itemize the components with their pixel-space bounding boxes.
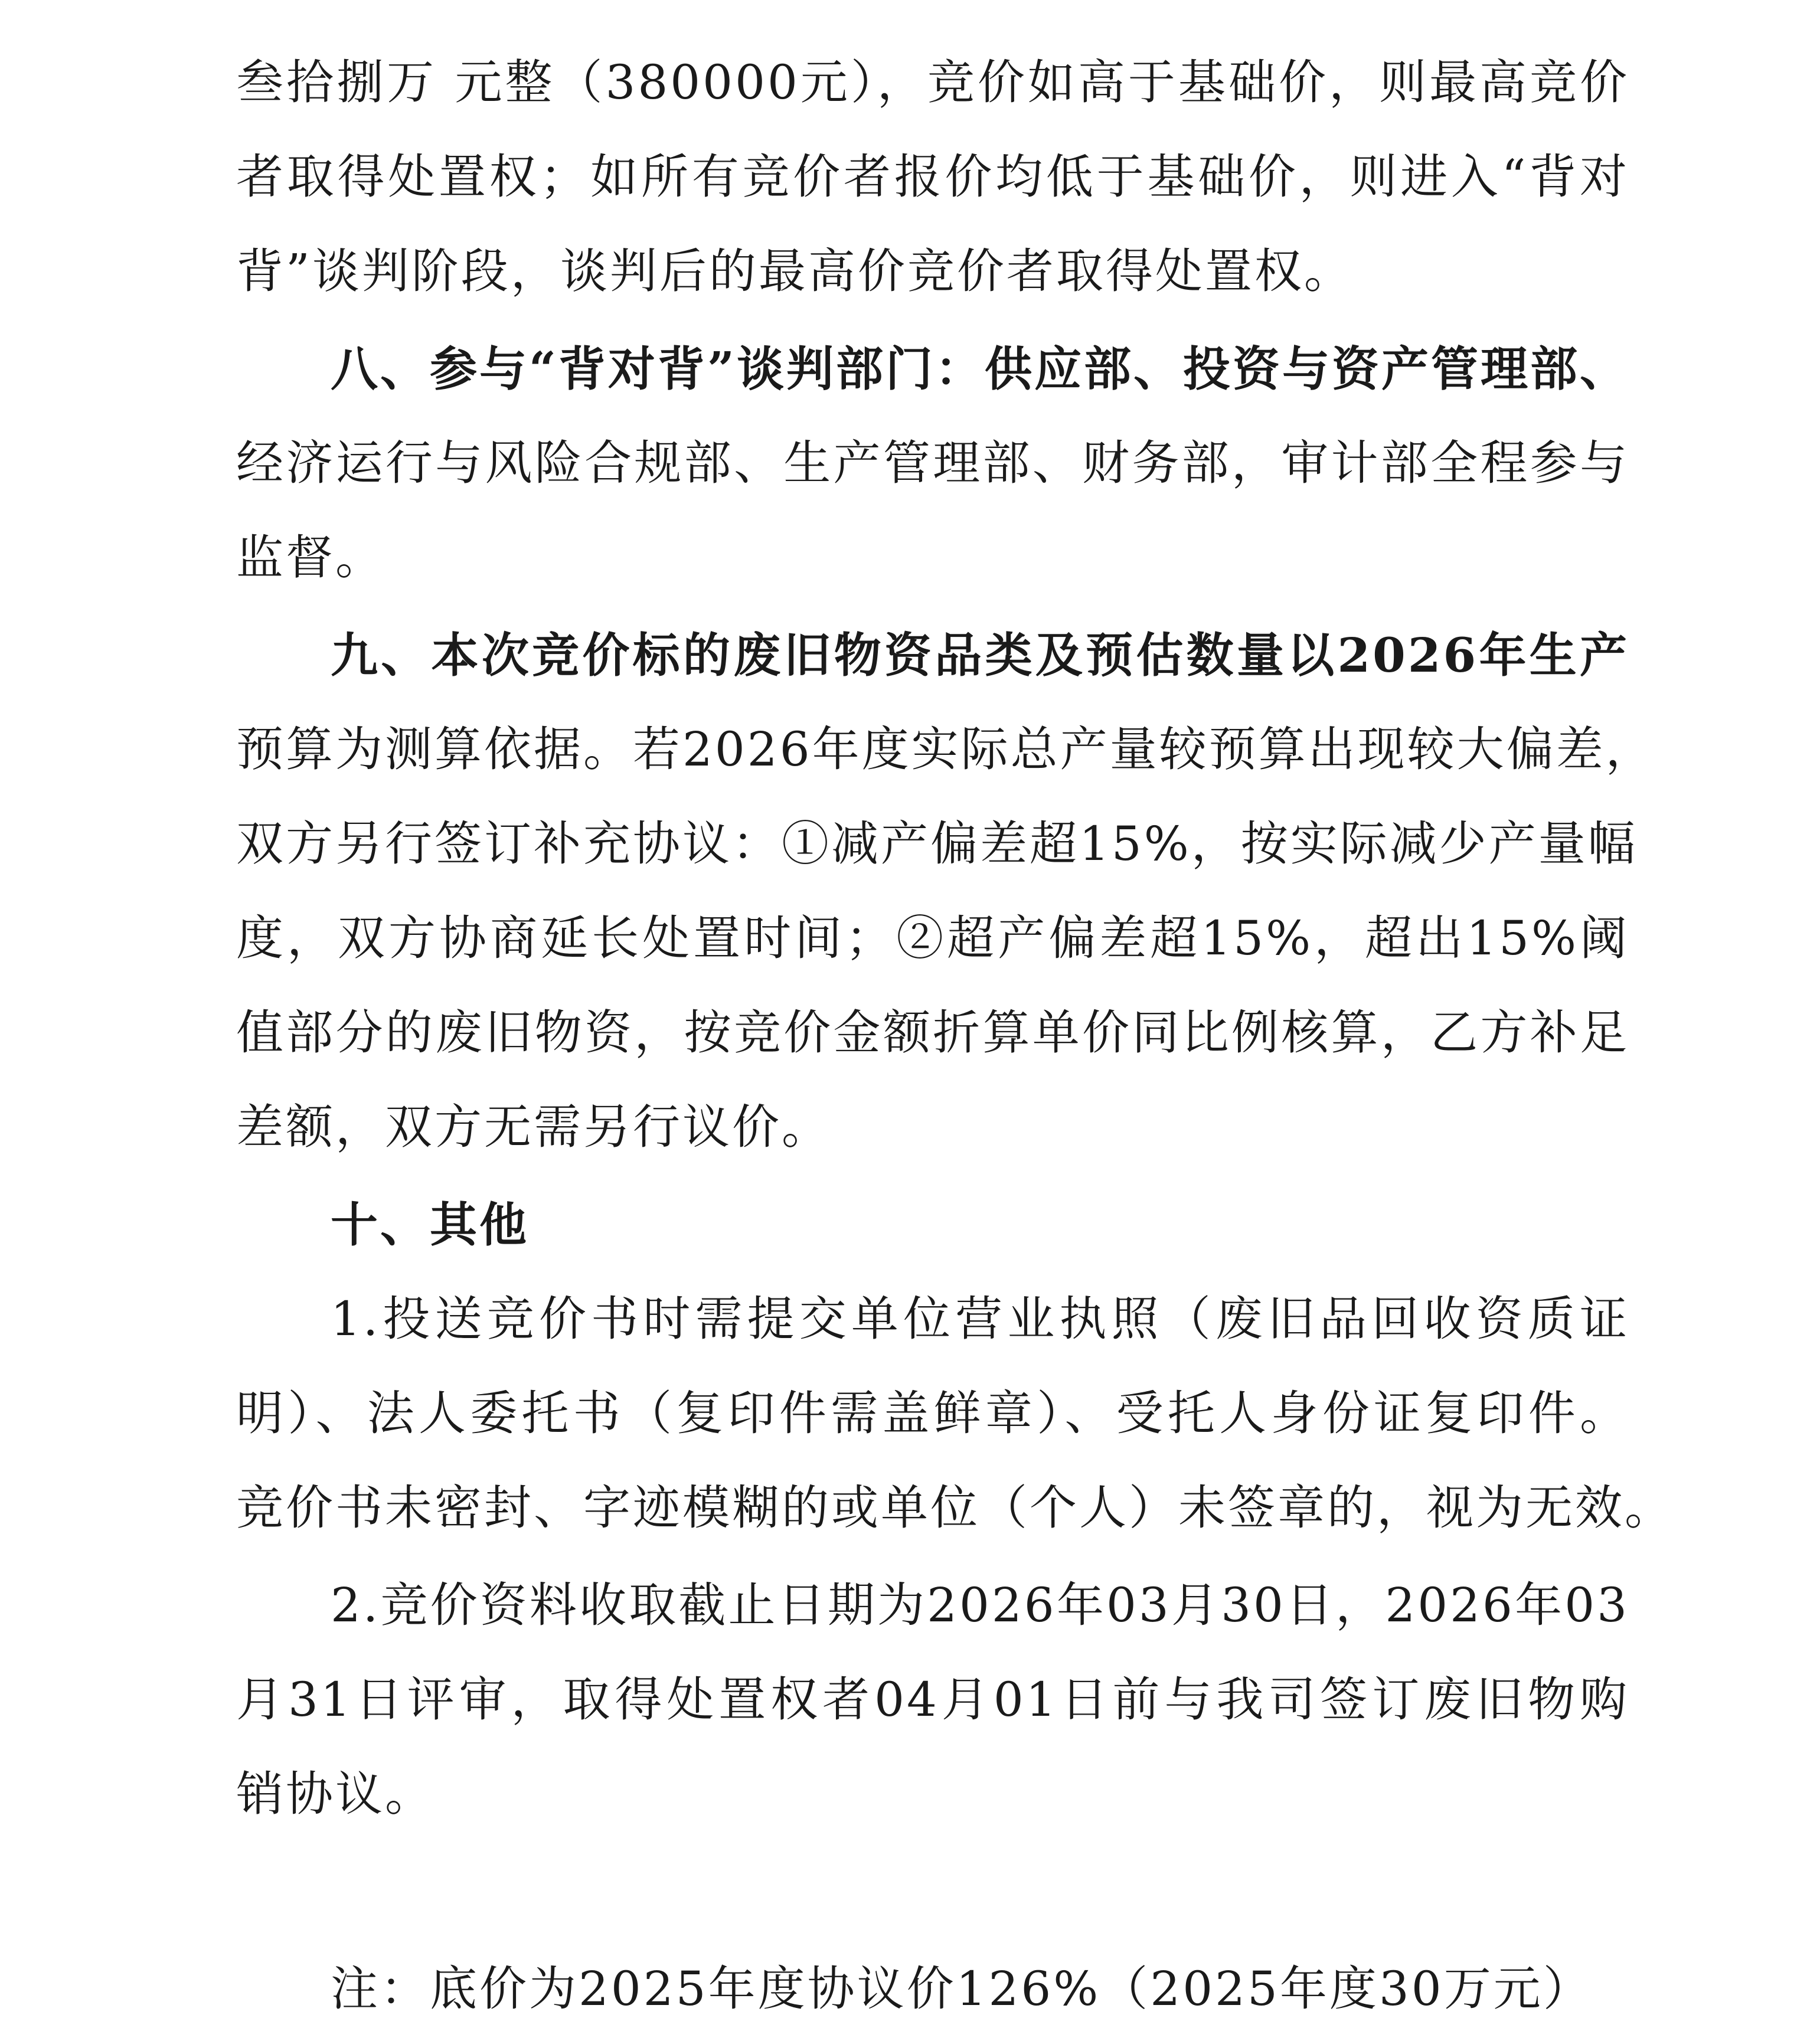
text-line: 竞价书未密封、字迹模糊的或单位（个人）未签章的，视为无效。	[236, 1480, 1674, 1535]
text-line: 预算为测算依据。若2026年度实际总产量较预算出现较大偏差，	[236, 722, 1655, 777]
text-line: 月31日评审，取得处置权者04月01日前与我司签订废旧物购	[236, 1672, 1629, 1727]
text-line: 者取得处置权；如所有竞价者报价均低于基础价，则进入“背对	[236, 149, 1629, 204]
section-9-heading-line: 九、本次竞价标的废旧物资品类及预估数量以2026年生产	[331, 627, 1629, 683]
footnote: 注：底价为2025年度协议价126%（2025年度30万元）	[331, 1961, 1593, 2016]
text-line: 销协议。	[236, 1767, 434, 1821]
text-line: 1.投送竞价书时需提交单位营业执照（废旧品回收资质证	[331, 1291, 1629, 1346]
text-line: 值部分的废旧物资，按竞价金额折算单价同比例核算，乙方补足	[236, 1005, 1629, 1060]
text-line: 明）、法人委托书（复印件需盖鲜章）、受托人身份证复印件。	[236, 1386, 1629, 1441]
section-8-heading-line: 八、参与“背对背”谈判部门：供应部、投资与资产管理部、	[331, 341, 1630, 397]
text-line: 双方另行签订补充协议：①减产偏差超15%，按实际减少产量幅	[236, 816, 1638, 871]
text-line: 差额，双方无需另行议价。	[236, 1100, 831, 1154]
text-line: 经济运行与风险合规部、生产管理部、财务部，审计部全程参与	[236, 436, 1629, 490]
text-line: 叁拾捌万 元整（380000元），竞价如高于基础价，则最高竞价	[236, 55, 1629, 110]
text-line: 背”谈判阶段，谈判后的最高价竞价者取得处置权。	[236, 244, 1354, 299]
text-line: 度，双方协商延长处置时间；②超产偏差超15%，超出15%阈	[236, 911, 1629, 966]
text-line: 监督。	[236, 530, 385, 585]
text-line: 2.竞价资料收取截止日期为2026年03月30日，2026年03	[331, 1578, 1629, 1633]
section-10-heading: 十、其他	[331, 1197, 529, 1252]
